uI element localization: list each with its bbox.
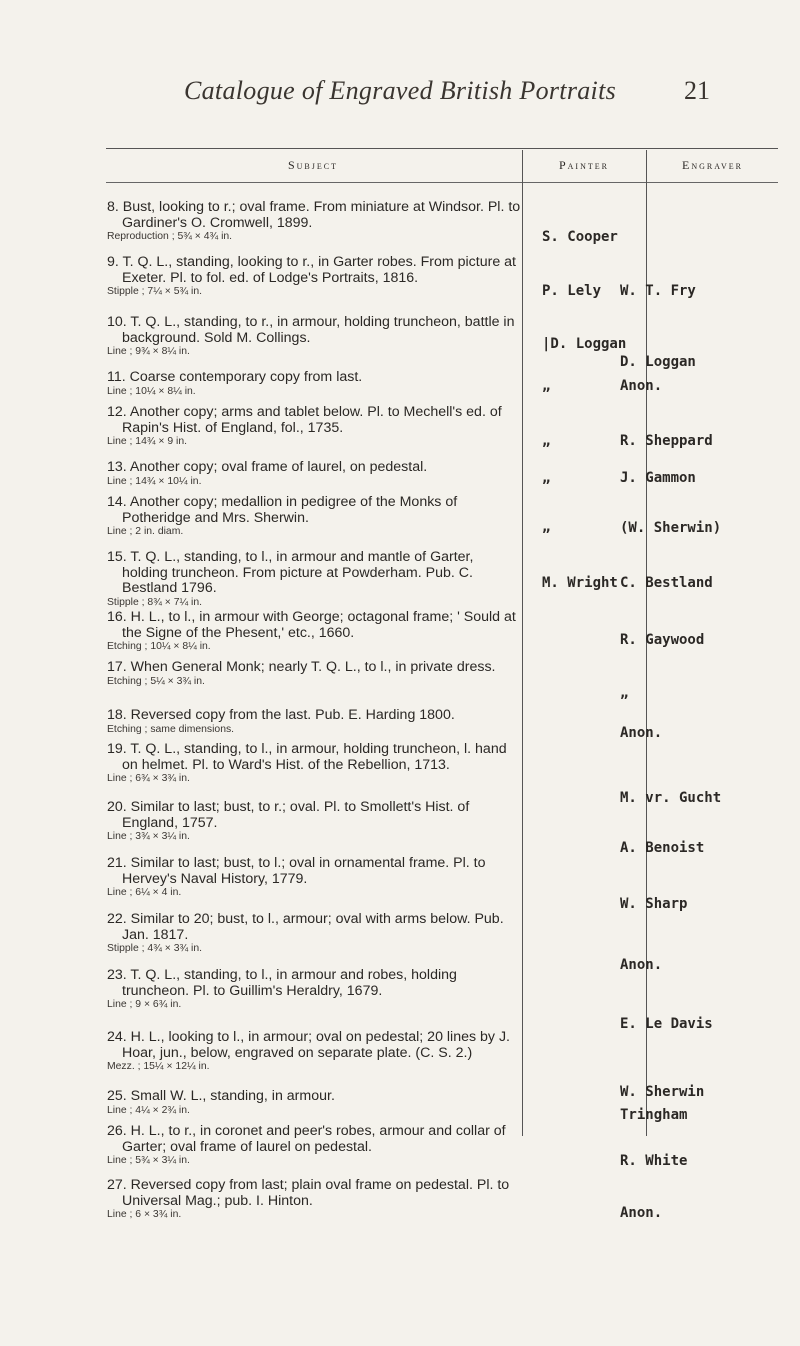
entry-description: 24. H. L., looking to l., in armour; oval on pedestal; 20 lines by J. Hoar, jun., below, engraved on separate plate. (C. S. 2.) xyxy=(107,1029,510,1061)
table-row xyxy=(107,1030,521,1074)
entry-engraver: Anon. xyxy=(620,1205,663,1221)
entry-engraver: Anon. xyxy=(620,957,663,973)
entry-description: 25. Small W. L., standing, in armour. xyxy=(107,1088,335,1104)
running-title: Catalogue of Engraved British Portraits xyxy=(183,76,617,105)
entry-medium-dimensions: Line ; 9 × 6¾ in. xyxy=(107,999,182,1010)
entry-medium-dimensions: Etching ; 10¼ × 8¼ in. xyxy=(107,641,211,652)
entry-medium-dimensions: Line ; 4¼ × 2¾ in. xyxy=(107,1104,190,1116)
entry-medium-dimensions: Line ; 2 in. diam. xyxy=(107,526,184,537)
entry-engraver: W. Sharp xyxy=(620,896,688,912)
table-row xyxy=(107,495,521,539)
page-header xyxy=(0,76,800,116)
entry-painter: S. Cooper xyxy=(542,229,618,245)
entry-painter: „ xyxy=(542,433,551,449)
table-row xyxy=(107,200,521,244)
entry-medium-dimensions: Line ; 5¾ × 3¼ in. xyxy=(107,1155,190,1166)
entry-description: 22. Similar to 20; bust, to l., armour; oval with arms below. Pub. Jan. 1817. xyxy=(107,911,504,943)
entry-description: 21. Similar to last; bust, to l.; oval in ornamental frame. Pl. to Hervey's Naval History, 1779. xyxy=(107,855,486,887)
entry-medium-dimensions: Reproduction ; 5¾ × 4¾ in. xyxy=(107,231,233,242)
entry-painter: „ xyxy=(542,519,551,535)
table-row xyxy=(107,405,521,449)
column-header-painter: Painter xyxy=(558,158,609,172)
entry-engraver: A. Benoist xyxy=(620,840,705,856)
entry-description: 12. Another copy; arms and tablet below. Pl. to Mechell's ed. of Rapin's Hist. of England, fol., 1735. xyxy=(107,404,502,436)
entry-engraver: R. White xyxy=(620,1153,688,1169)
entry-engraver: Anon. xyxy=(620,725,663,741)
table-row xyxy=(107,1089,521,1117)
entry-medium-dimensions: Stipple ; 8¾ × 7¼ in. xyxy=(107,596,203,608)
table-row xyxy=(107,1178,521,1222)
table-row xyxy=(107,660,521,688)
entry-engraver: Anon. xyxy=(620,378,663,394)
table-row xyxy=(107,370,521,398)
column-divider-subject-painter xyxy=(522,150,523,1136)
entry-painter: P. Lely xyxy=(542,283,602,299)
page-number: 21 xyxy=(684,76,710,105)
entry-description: 14. Another copy; medallion in pedigree of the Monks of Potheridge and Mrs. Sherwin. xyxy=(107,494,458,526)
table-top-rule xyxy=(106,148,778,149)
entry-description: 16. H. L., to l., in armour with George; octagonal frame; ' Sould at the Signe of the Phesent,' etc., 1660. xyxy=(107,609,516,641)
entry-painter: „ xyxy=(542,378,551,394)
entry-engraver: E. Le Davis xyxy=(620,1016,713,1032)
entry-engraver: J. Gammon xyxy=(620,470,696,486)
entry-description: 19. T. Q. L., standing, to l., in armour, holding truncheon, l. hand on helmet. Pl. to Ward's Hist. of the Rebellion, 1713. xyxy=(107,741,507,773)
entry-description: 10. T. Q. L., standing, to r., in armour, holding truncheon, battle in background. Sold M. Collings. xyxy=(107,314,515,346)
column-header-engraver: Engraver xyxy=(682,158,743,172)
entry-description: 26. H. L., to r., in coronet and peer's robes, armour and collar of Garter; oval frame of laurel on pedestal. xyxy=(107,1123,506,1155)
entry-painter: „ xyxy=(542,470,551,486)
entry-description: 20. Similar to last; bust, to r.; oval. Pl. to Smollett's Hist. of England, 1757. xyxy=(107,799,470,831)
entry-description: 23. T. Q. L., standing, to l., in armour and robes, holding truncheon. Pl. to Guillim's Heraldry, 1679. xyxy=(107,967,457,999)
entry-medium-dimensions: Line ; 6 × 3¾ in. xyxy=(107,1209,182,1220)
entry-painter: M. Wright xyxy=(542,575,618,591)
entry-description: 9. T. Q. L., standing, looking to r., in Garter robes. From picture at Exeter. Pl. to fol. ed. of Lodge's Portraits, 1816. xyxy=(107,254,516,286)
column-header-rule xyxy=(106,182,778,183)
table-row xyxy=(107,610,521,654)
entry-medium-dimensions: Line ; 14¾ × 10¼ in. xyxy=(107,475,202,487)
table-row xyxy=(107,800,521,844)
entry-medium-dimensions: Mezz. ; 15¼ × 12¼ in. xyxy=(107,1061,210,1072)
entry-engraver: D. Loggan xyxy=(620,354,696,370)
entry-description: 8. Bust, looking to r.; oval frame. From miniature at Windsor. Pl. to Gardiner's O. Cromwell, 1899. xyxy=(107,199,521,231)
entry-engraver: W. Sherwin xyxy=(620,1084,705,1100)
entry-medium-dimensions: Line ; 6¼ × 4 in. xyxy=(107,887,182,898)
entry-engraver: C. Bestland xyxy=(620,575,713,591)
entry-medium-dimensions: Etching ; same dimensions. xyxy=(107,723,235,735)
entry-medium-dimensions: Line ; 9¾ × 8¼ in. xyxy=(107,346,190,357)
entry-engraver: „ xyxy=(620,685,629,701)
entry-engraver: (W. Sherwin) xyxy=(620,520,722,536)
entry-description: 18. Reversed copy from the last. Pub. E. Harding 1800. xyxy=(107,707,455,723)
table-row xyxy=(107,255,521,299)
entry-medium-dimensions: Stipple ; 7¼ × 5¾ in. xyxy=(107,286,203,297)
entry-engraver: W. T. Fry xyxy=(620,283,696,299)
entry-engraver: R. Sheppard xyxy=(620,433,713,449)
entry-engraver: Tringham xyxy=(620,1107,688,1123)
entry-engraver: M. vr. Gucht xyxy=(620,790,722,806)
entry-painter: |D. Loggan xyxy=(542,336,627,352)
entry-engraver: R. Gaywood xyxy=(620,632,705,648)
table-row xyxy=(107,708,521,736)
table-row xyxy=(107,460,521,488)
table-row xyxy=(107,856,521,900)
entry-description: 11. Coarse contemporary copy from last. xyxy=(107,369,363,385)
table-row xyxy=(107,968,521,1012)
entry-medium-dimensions: Line ; 10¼ × 8¼ in. xyxy=(107,385,196,397)
entry-description: 17. When General Monk; nearly T. Q. L., to l., in private dress. xyxy=(107,659,496,675)
table-row xyxy=(107,315,521,359)
table-row xyxy=(107,742,521,786)
entry-medium-dimensions: Line ; 14¾ × 9 in. xyxy=(107,436,188,447)
table-row xyxy=(107,912,521,956)
entry-medium-dimensions: Stipple ; 4¾ × 3¾ in. xyxy=(107,943,203,954)
column-header-subject: Subject xyxy=(287,158,338,172)
table-row xyxy=(107,1124,521,1168)
entry-description: 27. Reversed copy from last; plain oval frame on pedestal. Pl. to Universal Mag.; pub. I. Hinton. xyxy=(107,1177,510,1209)
table-row xyxy=(107,550,521,609)
entry-description: 13. Another copy; oval frame of laurel, on pedestal. xyxy=(107,459,428,475)
entry-medium-dimensions: Line ; 6¾ × 3¾ in. xyxy=(107,773,190,784)
entry-medium-dimensions: Line ; 3¾ × 3¼ in. xyxy=(107,831,190,842)
entry-description: 15. T. Q. L., standing, to l., in armour and mantle of Garter, holding truncheon. From picture at Powderham. Pub. C. Bestland 1796. xyxy=(107,549,474,596)
entry-medium-dimensions: Etching ; 5¼ × 3¾ in. xyxy=(107,675,205,687)
